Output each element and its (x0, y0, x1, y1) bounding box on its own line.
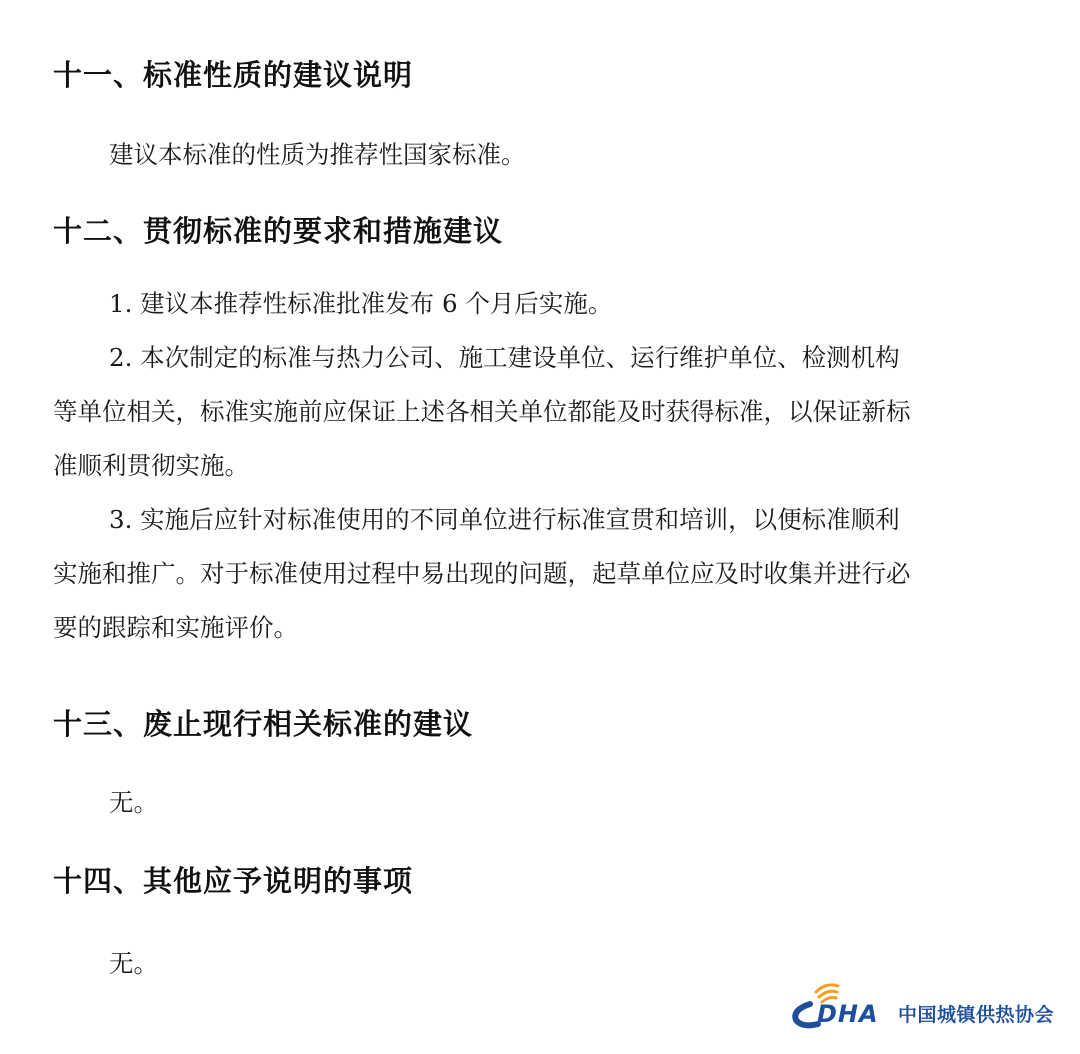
paragraph: 建议本标准的性质为推荐性国家标准。 (109, 140, 526, 169)
paragraph-item-2 (53, 331, 1028, 493)
line: 要的跟踪和实施评价。 (53, 613, 298, 642)
line: 准顺利贯彻实施。 (53, 451, 249, 480)
paragraph-item-3 (53, 493, 1028, 655)
line: 实施和推广。对于标准使用过程中易出现的问题，起草单位应及时收集并进行必 (53, 559, 911, 588)
section-14-heading: 十四、其他应予说明的事项 (53, 864, 414, 898)
section-11-heading: 十一、标准性质的建议说明 (53, 58, 414, 92)
logo-org-name: 中国城镇供热协会 (898, 1004, 1055, 1026)
cdha-logo (786, 976, 1058, 1032)
paragraph: 无。 (109, 949, 158, 978)
line: 2. 本次制定的标准与热力公司、施工建设单位、运行维护单位、检测机构 (109, 343, 900, 372)
section-13-body (53, 776, 1028, 830)
line: 3. 实施后应针对标准使用的不同单位进行标准宣贯和培训，以便标准顺利 (109, 505, 900, 534)
section-13-heading: 十三、废止现行相关标准的建议 (53, 707, 474, 741)
paragraph: 无。 (109, 788, 158, 817)
section-12-heading: 十二、贯彻标准的要求和措施建议 (53, 214, 504, 248)
section-12-body (53, 277, 1028, 655)
section-11-body (53, 128, 1028, 182)
paragraph-item-1: 1. 建议本推荐性标准批准发布 6 个月后实施。 (109, 289, 613, 318)
logo-letters: DHA (804, 1000, 879, 1028)
line: 等单位相关，标准实施前应保证上述各相关单位都能及时获得标准，以保证新标 (53, 397, 911, 426)
